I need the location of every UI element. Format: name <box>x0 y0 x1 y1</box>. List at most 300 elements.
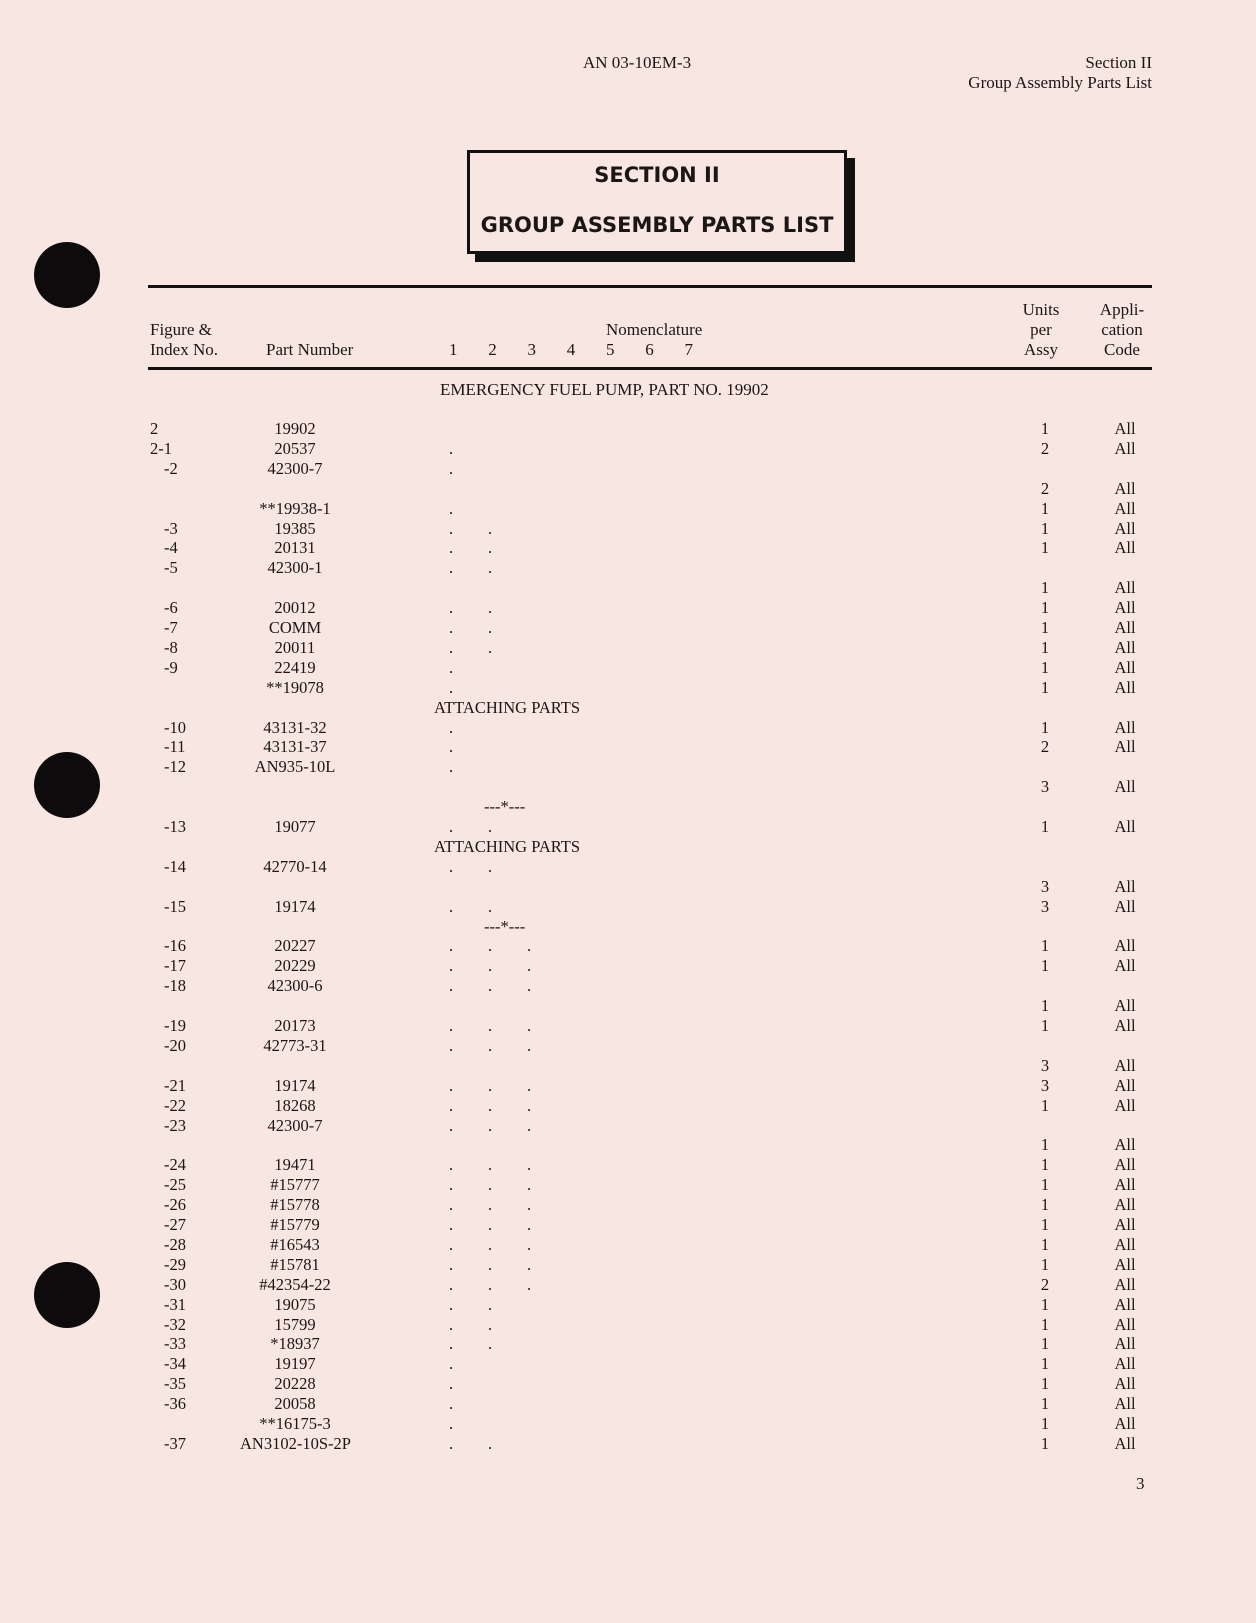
table-row <box>0 817 1256 837</box>
document-number: AN 03-10EM-3 <box>583 53 692 72</box>
application-code: All <box>1114 876 1136 896</box>
units-per-assy: 1 <box>1040 717 1050 737</box>
application-code: All <box>1114 1433 1136 1453</box>
part-number: 42300-7 <box>267 1115 323 1135</box>
indent-dot: . <box>449 1414 454 1433</box>
figure-index: -21 <box>164 1075 186 1095</box>
indent-dot: . <box>449 498 454 518</box>
units-per-assy: 1 <box>1040 637 1050 657</box>
part-number: 19174 <box>274 896 316 916</box>
figure-index: -17 <box>164 956 186 976</box>
application-code: All <box>1114 1234 1136 1254</box>
indent-dot: . <box>527 976 532 996</box>
indent-dot: . <box>449 1095 454 1115</box>
indent-dot: . <box>449 1354 454 1374</box>
table-row <box>0 936 1256 956</box>
part-number: COMM <box>268 618 322 637</box>
units-per-assy: 3 <box>1040 876 1050 896</box>
indent-dot: . <box>488 1095 493 1115</box>
part-number: 20011 <box>274 637 316 657</box>
part-number: 15799 <box>274 1314 316 1334</box>
col-levels: 1 2 3 4 5 6 7 <box>449 340 693 359</box>
units-per-assy: 1 <box>1040 1155 1050 1175</box>
part-number: 42300-1 <box>267 558 323 578</box>
indent-dot: . <box>449 1175 454 1195</box>
application-code: All <box>1114 1175 1136 1195</box>
indent-dot: . <box>527 1175 532 1195</box>
table-row <box>0 519 1256 539</box>
table-row <box>0 558 1256 578</box>
table-row <box>0 1096 1256 1116</box>
group-title: EMERGENCY FUEL PUMP, PART NO. 19902 <box>440 380 769 399</box>
indent-dot: . <box>527 1095 532 1115</box>
indent-dot: . <box>449 657 454 677</box>
application-code: All <box>1114 498 1136 518</box>
figure-index: -4 <box>164 538 178 558</box>
indent-dot: . <box>488 896 493 916</box>
indent-dot: . <box>488 976 493 996</box>
application-code: All <box>1114 996 1136 1016</box>
indent-dot: . <box>449 856 454 876</box>
table-row <box>0 1255 1256 1275</box>
indent-dot: . <box>488 618 493 637</box>
units-per-assy: 1 <box>1040 1334 1050 1354</box>
indent-dot: . <box>449 1254 454 1274</box>
part-number: 19075 <box>274 1294 316 1314</box>
application-code: All <box>1114 1354 1136 1374</box>
indent-dot: . <box>449 936 454 956</box>
indent-dot: . <box>488 1115 493 1135</box>
units-per-assy: 1 <box>1040 1374 1050 1394</box>
section-title: SECTION II <box>594 163 720 187</box>
table-row <box>0 598 1256 618</box>
indent-dot: . <box>488 1294 493 1314</box>
part-number: #42354-22 <box>259 1274 331 1294</box>
application-code: All <box>1114 618 1136 637</box>
table-row <box>0 1394 1256 1414</box>
units-per-assy: 1 <box>1040 1175 1050 1195</box>
units-per-assy: 1 <box>1040 1215 1050 1234</box>
table-row <box>0 757 1256 777</box>
application-code: All <box>1114 777 1136 797</box>
table-row <box>0 1195 1256 1215</box>
indent-dot: . <box>449 1075 454 1095</box>
figure-index: -6 <box>164 598 178 618</box>
separator-text: ---*--- <box>484 916 526 936</box>
indent-dot: . <box>449 1115 454 1135</box>
units-per-assy: 1 <box>1040 518 1050 538</box>
application-code: All <box>1114 1294 1136 1314</box>
figure-index: -31 <box>164 1294 186 1314</box>
indent-dot: . <box>488 936 493 956</box>
application-code: All <box>1114 1274 1136 1294</box>
table-row <box>0 857 1256 877</box>
indent-dot: . <box>449 956 454 976</box>
table-row <box>0 1235 1256 1255</box>
figure-index: -12 <box>164 757 186 777</box>
units-per-assy: 1 <box>1040 657 1050 677</box>
units-per-assy: 1 <box>1040 578 1050 598</box>
part-number: 20058 <box>274 1394 316 1414</box>
application-code: All <box>1114 478 1136 498</box>
section-title-box <box>467 150 855 262</box>
figure-index: -26 <box>164 1195 186 1215</box>
col-figure: Figure & Index No. <box>150 320 218 359</box>
table-row <box>0 1215 1256 1235</box>
indent-dot: . <box>488 1155 493 1175</box>
separator <box>0 797 1256 817</box>
units-per-assy: 2 <box>1040 737 1050 757</box>
page-number: 3 <box>1136 1474 1145 1493</box>
indent-dot: . <box>488 856 493 876</box>
table-row <box>0 1295 1256 1315</box>
table-row <box>0 1155 1256 1175</box>
application-code: All <box>1114 1016 1136 1035</box>
indent-dot: . <box>449 737 454 757</box>
application-code: All <box>1114 1195 1136 1215</box>
figure-index: -33 <box>164 1334 186 1354</box>
section-title-sub: GROUP ASSEMBLY PARTS LIST <box>480 213 834 237</box>
indent-dot: . <box>449 677 454 697</box>
figure-index: -34 <box>164 1354 186 1374</box>
table-row <box>0 1374 1256 1394</box>
indent-dot: . <box>449 558 454 578</box>
separator-text: ---*--- <box>484 797 526 817</box>
indent-dot: . <box>449 598 454 618</box>
table-row <box>0 538 1256 558</box>
attaching-parts-label <box>0 837 1256 857</box>
table-row <box>0 1175 1256 1195</box>
units-per-assy: 2 <box>1040 438 1050 458</box>
table-row <box>0 1315 1256 1335</box>
units-per-assy: 1 <box>1040 1433 1050 1453</box>
part-number: **19078 <box>266 677 324 697</box>
units-per-assy: 1 <box>1040 1294 1050 1314</box>
part-number: 20229 <box>274 956 316 976</box>
part-number: #15777 <box>270 1175 320 1195</box>
figure-index: -32 <box>164 1314 186 1334</box>
indent-dot: . <box>488 1016 493 1035</box>
indent-dot: . <box>527 1155 532 1175</box>
indent-dot: . <box>488 1215 493 1234</box>
indent-dot: . <box>449 1394 454 1414</box>
indent-dot: . <box>449 1433 454 1453</box>
indent-dot: . <box>488 1314 493 1334</box>
units-per-assy: 1 <box>1040 1314 1050 1334</box>
table-row <box>0 718 1256 738</box>
units-per-assy: 1 <box>1040 1394 1050 1414</box>
units-per-assy: 1 <box>1040 538 1050 558</box>
figure-index: -7 <box>164 618 178 637</box>
table-row <box>0 419 1256 439</box>
application-code: All <box>1114 896 1136 916</box>
application-code: All <box>1114 1135 1136 1155</box>
part-number: 18268 <box>274 1095 316 1115</box>
units-per-assy: 1 <box>1040 956 1050 976</box>
table-row <box>0 1036 1256 1056</box>
part-number: 20537 <box>274 438 316 458</box>
attaching-parts-label <box>0 698 1256 718</box>
part-number: 42770-14 <box>263 856 327 876</box>
units-per-assy: 1 <box>1040 1354 1050 1374</box>
indent-dot: . <box>488 538 493 558</box>
indent-dot: . <box>488 1334 493 1354</box>
application-code: All <box>1114 936 1136 956</box>
table-row <box>0 618 1256 638</box>
col-part-number: Part Number <box>266 340 354 359</box>
indent-dot: . <box>449 538 454 558</box>
application-code: All <box>1114 657 1136 677</box>
part-number: 20131 <box>274 538 316 558</box>
figure-index: -35 <box>164 1374 186 1394</box>
application-code: All <box>1114 1254 1136 1274</box>
application-code: All <box>1114 677 1136 697</box>
indent-dot: . <box>488 1433 493 1453</box>
table-row <box>0 1116 1256 1136</box>
figure-index: -14 <box>164 856 186 876</box>
section-subtitle: Group Assembly Parts List <box>968 73 1152 92</box>
figure-index: -13 <box>164 817 186 836</box>
table-row <box>0 996 1256 1016</box>
part-number: 42300-6 <box>267 976 323 996</box>
indent-dot: . <box>488 598 493 618</box>
application-code: All <box>1114 1155 1136 1175</box>
indent-dot: . <box>449 1155 454 1175</box>
part-number: #15781 <box>270 1254 320 1274</box>
units-per-assy: 1 <box>1040 618 1050 637</box>
part-number: #15779 <box>270 1215 320 1234</box>
table-row <box>0 459 1256 479</box>
part-number: 20012 <box>274 598 316 618</box>
table-row <box>0 1275 1256 1295</box>
indent-dot: . <box>449 1215 454 1234</box>
indent-dot: . <box>449 757 454 777</box>
table-row <box>0 479 1256 499</box>
application-code: All <box>1114 737 1136 757</box>
part-number: 42773-31 <box>263 1035 327 1055</box>
units-per-assy: 1 <box>1040 1195 1050 1215</box>
part-number: AN935-10L <box>254 757 336 777</box>
application-code: All <box>1114 1055 1136 1075</box>
units-per-assy: 1 <box>1040 1254 1050 1274</box>
indent-dot: . <box>527 1035 532 1055</box>
indent-dot: . <box>449 976 454 996</box>
indent-dot: . <box>449 717 454 737</box>
indent-dot: . <box>449 1035 454 1055</box>
part-number: 20228 <box>274 1374 316 1394</box>
figure-index: -29 <box>164 1254 186 1274</box>
indent-dot: . <box>449 518 454 538</box>
indent-dot: . <box>527 1016 532 1035</box>
application-code: All <box>1114 1374 1136 1394</box>
application-code: All <box>1114 438 1136 458</box>
application-code: All <box>1114 1414 1136 1433</box>
figure-index: -20 <box>164 1035 186 1055</box>
col-application-code: Appli- cation Code <box>1099 300 1145 359</box>
indent-dot: . <box>488 637 493 657</box>
figure-index: -22 <box>164 1095 186 1115</box>
figure-index: -24 <box>164 1155 186 1175</box>
part-number: 19471 <box>274 1155 316 1175</box>
table-row <box>0 499 1256 519</box>
indent-dot: . <box>449 438 454 458</box>
indent-dot: . <box>449 637 454 657</box>
part-number: #15778 <box>270 1195 320 1215</box>
indent-dot: . <box>488 1035 493 1055</box>
figure-index: -8 <box>164 637 178 657</box>
indent-dot: . <box>449 1374 454 1394</box>
table-row <box>0 1016 1256 1036</box>
units-per-assy: 1 <box>1040 1135 1050 1155</box>
application-code: All <box>1114 1334 1136 1354</box>
application-code: All <box>1114 717 1136 737</box>
figure-index: -19 <box>164 1016 186 1035</box>
indent-dot: . <box>527 1195 532 1215</box>
indent-dot: . <box>449 458 454 478</box>
units-per-assy: 3 <box>1040 777 1050 797</box>
attaching-parts-text: ATTACHING PARTS <box>434 697 581 717</box>
table-row <box>0 658 1256 678</box>
indent-dot: . <box>449 1274 454 1294</box>
application-code: All <box>1114 1314 1136 1334</box>
part-number: *18937 <box>270 1334 320 1354</box>
indent-dot: . <box>527 1254 532 1274</box>
table-row <box>0 737 1256 757</box>
figure-index: -10 <box>164 717 186 737</box>
application-code: All <box>1114 956 1136 976</box>
table-row <box>0 638 1256 658</box>
indent-dot: . <box>449 817 454 836</box>
application-code: All <box>1114 518 1136 538</box>
table-row <box>0 956 1256 976</box>
figure-index: -36 <box>164 1394 186 1414</box>
table-row <box>0 1434 1256 1454</box>
application-code: All <box>1114 578 1136 598</box>
units-per-assy: 3 <box>1040 1075 1050 1095</box>
figure-index: -16 <box>164 936 186 956</box>
separator <box>0 917 1256 937</box>
indent-dot: . <box>449 1234 454 1254</box>
part-number: 20173 <box>274 1016 316 1035</box>
part-number: AN3102-10S-2P <box>240 1433 351 1453</box>
application-code: All <box>1114 598 1136 618</box>
figure-index: 2-1 <box>150 438 172 458</box>
figure-index: -18 <box>164 976 186 996</box>
part-number: 22419 <box>274 657 316 677</box>
units-per-assy: 1 <box>1040 1234 1050 1254</box>
figure-index: -5 <box>164 558 178 578</box>
application-code: All <box>1114 538 1136 558</box>
application-code: All <box>1114 1075 1136 1095</box>
indent-dot: . <box>488 1234 493 1254</box>
indent-dot: . <box>449 1195 454 1215</box>
table-row <box>0 1135 1256 1155</box>
indent-dot: . <box>527 1274 532 1294</box>
indent-dot: . <box>527 1075 532 1095</box>
table-row <box>0 1414 1256 1434</box>
figure-index: -2 <box>164 458 178 478</box>
indent-dot: . <box>449 618 454 637</box>
units-per-assy: 1 <box>1040 598 1050 618</box>
header-rule-bottom <box>148 367 1152 370</box>
application-code: All <box>1114 1215 1136 1234</box>
units-per-assy: 1 <box>1040 1414 1050 1433</box>
indent-dot: . <box>488 1075 493 1095</box>
figure-index: -25 <box>164 1175 186 1195</box>
indent-dot: . <box>488 1175 493 1195</box>
indent-dot: . <box>488 1195 493 1215</box>
col-units: Units per Assy <box>1022 300 1060 359</box>
indent-dot: . <box>527 1115 532 1135</box>
application-code: All <box>1114 817 1136 836</box>
indent-dot: . <box>488 956 493 976</box>
indent-dot: . <box>488 558 493 578</box>
indent-dot: . <box>449 1294 454 1314</box>
indent-dot: . <box>488 1254 493 1274</box>
indent-dot: . <box>488 1274 493 1294</box>
table-row <box>0 1354 1256 1374</box>
part-number: 19077 <box>274 817 316 836</box>
part-number: 19385 <box>274 518 316 538</box>
figure-index: -30 <box>164 1274 186 1294</box>
table-row <box>0 897 1256 917</box>
units-per-assy: 1 <box>1040 817 1050 836</box>
indent-dot: . <box>527 1215 532 1234</box>
application-code: All <box>1114 419 1136 438</box>
units-per-assy: 1 <box>1040 936 1050 956</box>
units-per-assy: 2 <box>1040 1274 1050 1294</box>
table-row <box>0 1076 1256 1096</box>
indent-dot: . <box>449 1016 454 1035</box>
units-per-assy: 1 <box>1040 498 1050 518</box>
indent-dot: . <box>488 518 493 538</box>
part-number: 19174 <box>274 1075 316 1095</box>
table-row <box>0 877 1256 897</box>
application-code: All <box>1114 1394 1136 1414</box>
table-row <box>0 1056 1256 1076</box>
units-per-assy: 1 <box>1040 677 1050 697</box>
table-row <box>0 678 1256 698</box>
units-per-assy: 3 <box>1040 896 1050 916</box>
figure-index: -27 <box>164 1215 186 1234</box>
indent-dot: . <box>527 956 532 976</box>
table-row <box>0 439 1256 459</box>
figure-index: -3 <box>164 518 178 538</box>
indent-dot: . <box>527 1234 532 1254</box>
units-per-assy: 3 <box>1040 1055 1050 1075</box>
application-code: All <box>1114 637 1136 657</box>
application-code: All <box>1114 1095 1136 1115</box>
table-row <box>0 578 1256 598</box>
section-label: Section II <box>1085 53 1152 72</box>
indent-dot: . <box>527 936 532 956</box>
table-row <box>0 1334 1256 1354</box>
units-per-assy: 1 <box>1040 1016 1050 1035</box>
indent-dot: . <box>449 896 454 916</box>
table-row <box>0 976 1256 996</box>
part-number: 19197 <box>274 1354 316 1374</box>
figure-index: 2 <box>150 419 159 438</box>
figure-index: -15 <box>164 896 186 916</box>
figure-index: -28 <box>164 1234 186 1254</box>
units-per-assy: 1 <box>1040 419 1050 438</box>
part-number: **19938-1 <box>259 498 331 518</box>
part-number: 43131-32 <box>263 717 327 737</box>
indent-dot: . <box>488 817 493 836</box>
part-number: 42300-7 <box>267 458 323 478</box>
figure-index: -11 <box>164 737 186 757</box>
indent-dot: . <box>449 1314 454 1334</box>
